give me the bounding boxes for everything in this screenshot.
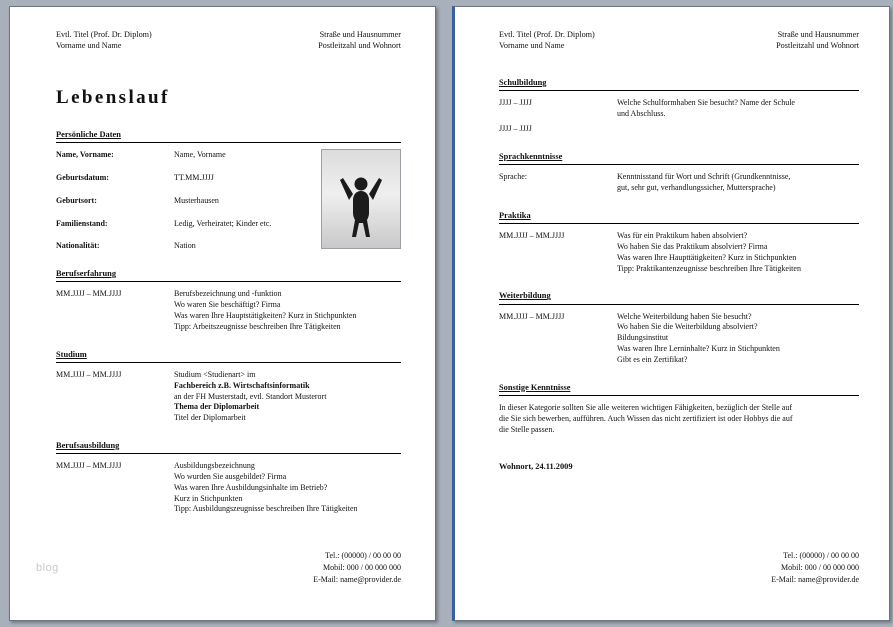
entry-line: gut, sehr gut, verhandlungssicher, Muttersprache) bbox=[617, 183, 776, 192]
entry-line: Tipp: Ausbildungszeugnisse beschreiben Ihre Tätigkeiten bbox=[174, 504, 358, 514]
entry-line: Wo haben Sie die Weiterbildung absolviert? bbox=[617, 322, 758, 332]
row-label: Name, Vorname: bbox=[56, 150, 114, 160]
row-value: Name, Vorname bbox=[174, 150, 226, 160]
page-1-footer bbox=[313, 550, 401, 586]
entry-line: Ausbildungsbezeichnung bbox=[174, 461, 255, 471]
entry-row bbox=[56, 289, 401, 332]
page-title: Lebenslauf bbox=[56, 87, 170, 109]
section-divider bbox=[56, 281, 401, 282]
footer-tel: Tel.: (00000) / 00 00 00 bbox=[325, 551, 401, 560]
entry-row bbox=[499, 172, 859, 194]
section-language-skills bbox=[499, 151, 859, 194]
section-further-education bbox=[499, 290, 859, 365]
section-vocational-training bbox=[56, 440, 401, 515]
header-street-line: Straße und Hausnummer bbox=[777, 30, 859, 39]
entry-line: Berufsbezeichnung und -funktion bbox=[174, 289, 282, 299]
header-name-line: Vorname und Name bbox=[499, 41, 565, 51]
entry-line: Welche Weiterbildung haben Sie besucht? bbox=[617, 311, 752, 321]
section-divider bbox=[499, 304, 859, 305]
entry-line: Fachbereich z.B. Wirtschaftsinformatik bbox=[174, 380, 310, 390]
entry-line: Was waren Ihre Ausbildungsinhalte im Betrieb? bbox=[174, 482, 328, 492]
section-title: Praktika bbox=[499, 210, 531, 220]
entry-row bbox=[56, 370, 401, 424]
entry-period: MM.JJJJ – MM.JJJJ bbox=[499, 231, 565, 241]
entry-line: Thema der Diplomarbeit bbox=[174, 402, 260, 412]
entry-line: Studium <Studienart> im bbox=[174, 369, 256, 379]
row-label: Nationalität: bbox=[56, 241, 100, 251]
entry-body bbox=[617, 312, 780, 366]
footer-email: E-Mail: name@provider.de bbox=[771, 575, 859, 584]
entry-label: Sprache: bbox=[499, 172, 527, 182]
applicant-photo bbox=[321, 149, 401, 249]
entry-line: Wo haben Sie das Praktikum absolviert? Firma bbox=[617, 241, 768, 251]
entry-line: Tipp: Arbeitszeugnisse beschreiben Ihre Tätigkeiten bbox=[174, 321, 341, 331]
entry-period: MM.JJJJ – MM.JJJJ bbox=[56, 369, 122, 379]
section-divider bbox=[499, 223, 859, 224]
entry-line: Gibt es ein Zertifikat? bbox=[617, 354, 688, 364]
watermark-label: blog bbox=[36, 562, 59, 575]
row-label: Familienstand: bbox=[56, 218, 108, 228]
entry-line: Kenntnisstand für Wort und Schrift (Grundkenntnisse, bbox=[617, 172, 791, 182]
person-silhouette-icon bbox=[322, 150, 400, 248]
section-title: Sonstige Kenntnisse bbox=[499, 382, 571, 392]
entry-period: MM.JJJJ – MM.JJJJ bbox=[56, 461, 122, 471]
section-title: Schulbildung bbox=[499, 78, 547, 88]
paragraph-line: die Stelle passen. bbox=[499, 424, 555, 434]
section-title: Persönliche Daten bbox=[56, 129, 121, 139]
place-and-date: Wohnort, 24.11.2009 bbox=[499, 462, 573, 472]
row-label: Geburtsort: bbox=[56, 195, 97, 205]
section-divider bbox=[56, 362, 401, 363]
section-divider bbox=[56, 142, 401, 143]
entry-body bbox=[617, 98, 795, 120]
header-title-line: Evtl. Titel (Prof. Dr. Diplom) bbox=[499, 30, 595, 39]
entry-row bbox=[499, 124, 859, 135]
header-name-line: Vorname und Name bbox=[56, 41, 122, 51]
page-2-header bbox=[499, 29, 859, 51]
document-page-1[interactable] bbox=[9, 6, 436, 621]
header-city-line: Postleitzahl und Wohnort bbox=[318, 41, 401, 51]
section-school-education bbox=[499, 77, 859, 135]
header-city-line: Postleitzahl und Wohnort bbox=[776, 41, 859, 51]
header-name-block bbox=[56, 29, 152, 51]
section-title: Sprachkenntnisse bbox=[499, 151, 563, 161]
section-other-skills bbox=[499, 382, 859, 436]
section-work-experience bbox=[56, 268, 401, 333]
entry-row bbox=[499, 312, 859, 366]
entry-line: Tipp: Praktikantenzeugnisse beschreiben Ihre Tätigkeiten bbox=[617, 263, 801, 273]
entry-body bbox=[617, 231, 801, 274]
page-2-content bbox=[455, 7, 889, 620]
entry-period: MM.JJJJ – MM.JJJJ bbox=[499, 311, 565, 321]
entry-row bbox=[56, 461, 401, 515]
entry-period: JJJJ – JJJJ bbox=[499, 124, 532, 134]
header-address-block bbox=[776, 29, 859, 51]
entry-line: Was für ein Praktikum haben absolviert? bbox=[617, 231, 748, 241]
header-title-line: Evtl. Titel (Prof. Dr. Diplom) bbox=[56, 30, 152, 39]
entry-body bbox=[174, 370, 326, 424]
section-title: Studium bbox=[56, 349, 87, 359]
section-divider bbox=[56, 453, 401, 454]
row-value: Musterhausen bbox=[174, 195, 219, 205]
header-name-block bbox=[499, 29, 595, 51]
page-1-content bbox=[10, 7, 435, 620]
row-value: TT.MM.JJJJ bbox=[174, 172, 214, 182]
entry-body bbox=[617, 172, 790, 194]
page-2-footer bbox=[771, 550, 859, 586]
entry-row bbox=[499, 98, 859, 120]
entry-line: Welche Schulformhaben Sie besucht? Name der Schule bbox=[617, 98, 795, 108]
footer-mobile: Mobil: 000 / 00 000 000 bbox=[780, 563, 859, 572]
entry-line: Wo wurden Sie ausgebildet? Firma bbox=[174, 472, 287, 482]
row-value: Nation bbox=[174, 241, 196, 251]
section-internships bbox=[499, 210, 859, 275]
entry-line: Was waren Ihre Haupttätigkeiten? Kurz in Stichpunkten bbox=[617, 252, 797, 262]
entry-line: an der FH Musterstadt, evtl. Standort Musterort bbox=[174, 391, 327, 401]
section-divider bbox=[499, 164, 859, 165]
entry-body bbox=[174, 461, 358, 515]
section-title: Berufserfahrung bbox=[56, 269, 117, 279]
document-page-2[interactable] bbox=[452, 6, 890, 621]
entry-period: JJJJ – JJJJ bbox=[499, 98, 532, 108]
entry-line: und Abschluss. bbox=[617, 109, 666, 119]
entry-period: MM.JJJJ – MM.JJJJ bbox=[56, 289, 122, 299]
section-title: Berufsausbildung bbox=[56, 440, 120, 450]
section-title: Weiterbildung bbox=[499, 291, 551, 301]
entry-row bbox=[499, 231, 859, 274]
other-skills-paragraph bbox=[499, 403, 829, 435]
entry-line: Was waren Ihre Hauptstätigkeiten? Kurz in Stichpunkten bbox=[174, 311, 357, 321]
footer-mobile: Mobil: 000 / 00 000 000 bbox=[322, 563, 401, 572]
row-value: Ledig, Verheiratet; Kinder etc. bbox=[174, 218, 272, 228]
entry-line: Kurz in Stichpunkten bbox=[174, 493, 243, 503]
entry-line: Wo waren Sie beschäftigt? Firma bbox=[174, 300, 281, 310]
entry-body bbox=[174, 289, 356, 332]
header-street-line: Straße und Hausnummer bbox=[319, 30, 401, 39]
page-1-header bbox=[56, 29, 401, 51]
row-label: Geburtsdatum: bbox=[56, 172, 109, 182]
entry-line: Was waren Ihre Lerninhalte? Kurz in Stichpunkten bbox=[617, 344, 780, 354]
paragraph-line: In dieser Kategorie sollten Sie alle weiteren wichtigen Fähigkeiten, bezüglich der Stelle auf bbox=[499, 403, 793, 412]
paragraph-line: die Sie sich bewerben, aufführen. Auch Wissen das nicht zertifiziert ist oder Hobbys die auf bbox=[499, 413, 793, 423]
section-studies bbox=[56, 349, 401, 424]
entry-line: Titel der Diplomarbeit bbox=[174, 413, 246, 423]
section-divider bbox=[499, 90, 859, 91]
header-address-block bbox=[318, 29, 401, 51]
section-divider bbox=[499, 395, 859, 396]
footer-email: E-Mail: name@provider.de bbox=[313, 575, 401, 584]
footer-tel: Tel.: (00000) / 00 00 00 bbox=[783, 551, 859, 560]
entry-line: Bildungsinstitut bbox=[617, 333, 669, 343]
